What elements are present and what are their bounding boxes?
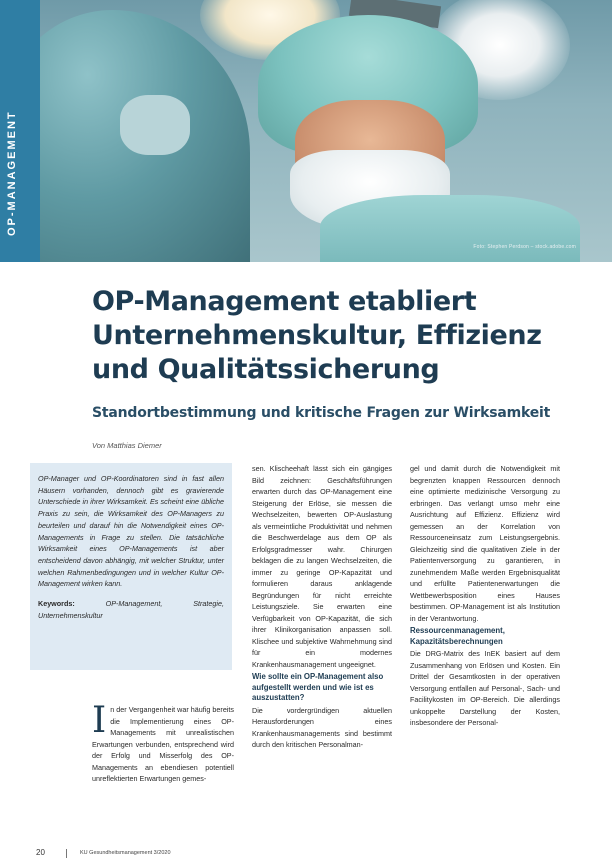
paragraph: sen. Klischeehaft lässt sich ein gängiges Bild zeichnen: Geschäftsführungen erwarten durch das OP-Management eine Steigerung der Erlöse, sie messen die Wechselzeiten, bewerten OP-Auslastung als vermeintliche Produktivität und nehmen die Beschwerdelage aus dem OP als Erfolgsgradmesser wahr. Chirurgen beklagen die zu langen Wechselzeiten, die immer zu geringe OP-Kapazität und formulieren daraus anklagende Begründungen für nicht erreichte Leistungsziele. Sie erwarten eine Verfügbarkeit von OP-Kapazität, die sich ihrer Klinikorganisation anpassen soll. Klischee und subjektive Wahrnehmung sind für ein modernes Krankenhausmanagement ungeeignet. xyxy=(252,464,392,669)
background-surgeon-mask xyxy=(120,95,190,155)
intro-paragraph: n der Vergangenheit war häufig bereits die Implementierung eines OP-Managements mit unrealistischen Erwartungen verbunden, entsprechend wird der Erfolg und Misserfolg des OP-Managements an ebendiesen potentiell unreflektierten Erwartungen gemes- xyxy=(92,705,234,783)
paragraph: Die vordergründigen aktuellen Herausforderungen eines Krankenhausmanagements sind bestimmt durch den kritischen Personalman- xyxy=(252,705,392,749)
abstract-text: OP-Manager und OP-Koordinatoren sind in fast allen Häusern vorhanden, dennoch gibt es gravierende Unterschiede in ihrer Wirksamkeit. Es scheint eine übliche Praxis zu sein, die Wirksamkeit des OP-Managers zu beurteilen und darauf hin die Notwendigkeit eines OP-Managements in Frage zu stellen. Die tatsächliche Wirksamkeit eines OP-Managements ist aber entscheidend davon abhängig, mit welcher Struktur, unter welchen Rahmenbedingungen und in welcher Kultur OP-Management wirken kann. xyxy=(38,474,224,589)
section-bar xyxy=(0,0,40,262)
photo-credit: Foto: Stephen Perdson – stock.adobe.com xyxy=(473,244,576,250)
article-title xyxy=(92,285,592,387)
drop-cap: I xyxy=(92,700,107,741)
abstract-box xyxy=(30,463,232,670)
body-column-3 xyxy=(410,463,560,729)
title-line-2: Unternehmenskultur, Effizienz xyxy=(92,320,542,351)
paragraph: Die DRG-Matrix des InEK basiert auf dem Zusammenhang von Erlösen und Kosten. Ein Drittel der Gesamtkosten in der operativen Versorgung entfallen auf Personal-, Sach- und Facilitykosten im OP-Bereich. Die allerdings unkoppelte Darstellung der Kosten, insbesondere der Personal- xyxy=(410,649,560,727)
section-label: OP-MANAGEMENT xyxy=(6,110,18,236)
page-number: 20 xyxy=(36,848,45,857)
body-column-1 xyxy=(92,700,234,785)
header-photo xyxy=(0,0,612,262)
title-line-3: und Qualitätssicherung xyxy=(92,354,440,385)
paragraph: gel und damit durch die Notwendigkeit mit begrenzten knappen Ressourcen dennoch eine optimierte medizinische Versorgung zu erbringen. Das verlangt umso mehr eine Ausrichtung auf Effizienz. Effizienz wird gemessen an der Korrelation von Ressourceneinsatz zum Leistungsergebnis. Gleichzeitig sind die qualitativen Ziele in der Patientenversorgung zu garantieren, in zunehmendem Maße werden Ergebnisqualität und erfüllte Patientenerwartungen die Wettbewerbsposition eines Hauses bestimmen. OP-Management ist als Institution in der Verantwortung. xyxy=(410,464,560,623)
keywords xyxy=(38,598,224,621)
title-line-1: OP-Management etabliert xyxy=(92,286,477,317)
keywords-label: Keywords: xyxy=(38,599,75,609)
section-heading: Wie sollte ein OP-Management also aufgestellt werden und wie ist es auszustatten? xyxy=(252,672,384,702)
author-line: Von Matthias Diemer xyxy=(92,441,162,450)
journal-reference: KU Gesundheitsmanagement 3/2020 xyxy=(80,850,171,856)
surgeon-gown xyxy=(320,195,580,262)
keywords-text: OP-Management, Strategie, Unternehmenskultur xyxy=(38,599,224,620)
section-heading: Ressourcenmanagement, Kapazitätsberechnungen xyxy=(410,626,505,646)
footer-divider xyxy=(66,849,67,858)
article-subtitle: Standortbestimmung und kritische Fragen zur Wirksamkeit xyxy=(92,405,551,421)
body-column-2 xyxy=(252,463,392,751)
